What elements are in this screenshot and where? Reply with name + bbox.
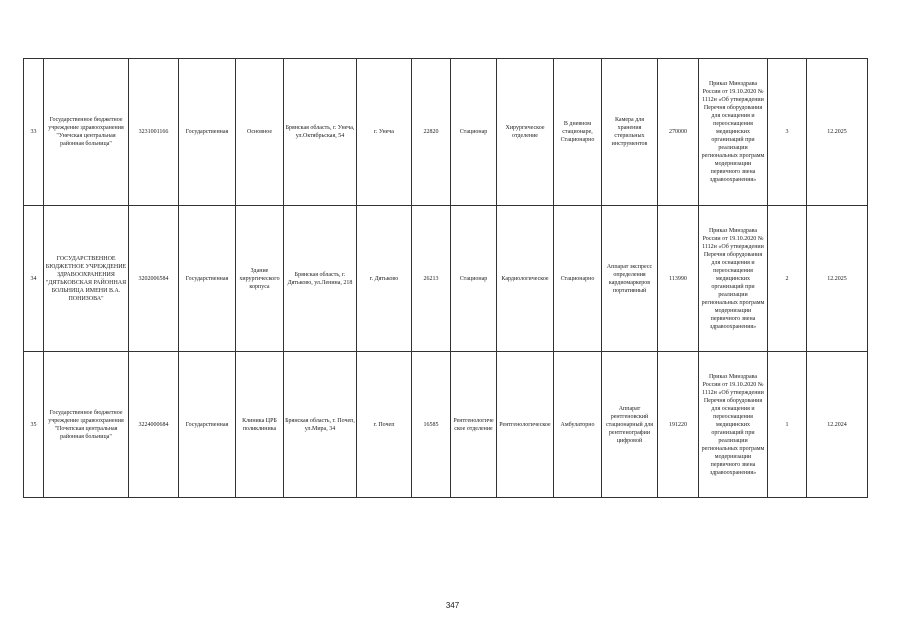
building-cell: Клиника ЦРБ поликлиника — [236, 352, 284, 498]
ownership-cell: Государственная — [179, 59, 236, 206]
quantity-cell: 2 — [768, 206, 807, 352]
quantity-cell: 3 — [768, 59, 807, 206]
date-cell: 12.2024 — [807, 352, 868, 498]
equipment-cell: Аппарат экспресс определения кардиомаркеров портативный — [602, 206, 658, 352]
population-cell: 22820 — [412, 59, 451, 206]
price-cell: 191220 — [658, 352, 699, 498]
date-cell: 12.2025 — [807, 59, 868, 206]
date-cell: 12.2025 — [807, 206, 868, 352]
equipment-cell: Камера для хранения стерильных инструментов — [602, 59, 658, 206]
population-cell: 16585 — [412, 352, 451, 498]
organization-cell: ГОСУДАРСТВЕННОЕ БЮДЖЕТНОЕ УЧРЕЖДЕНИЕ ЗДРАВООХРАНЕНИЯ "ДЯТЬКОВСКАЯ РАЙОННАЯ БОЛЬНИЦА ИМЕНИ В.А. ПОНИЗОВА" — [44, 206, 129, 352]
row-number-cell: 33 — [24, 59, 44, 206]
address-cell: Брянская область, г. Дятьково, ул.Ленина, 218 — [284, 206, 357, 352]
organization-cell: Государственное бюджетное учреждение здравоохранения "Почепская центральная районная больница" — [44, 352, 129, 498]
table-row — [24, 352, 868, 498]
inn-cell: 3224000684 — [129, 352, 179, 498]
ownership-cell: Государственная — [179, 206, 236, 352]
equipment-cell: Аппарат рентгеновский стационарный для рентгенографии цифровой — [602, 352, 658, 498]
table-row — [24, 206, 868, 352]
basis-cell: Приказ Минздрава России от 19.10.2020 № 1112н «Об утверждении Перечня оборудования для оснащения и переоснащения медицинских организаций при реализации региональных программ модернизации первичного звена здравоохранения» — [699, 206, 768, 352]
price-cell: 113990 — [658, 206, 699, 352]
care-type-cell: Стационар — [451, 59, 497, 206]
ownership-cell: Государственная — [179, 352, 236, 498]
unit-cell: Амбулаторно — [554, 352, 602, 498]
page-number: 347 — [445, 601, 460, 610]
care-type-cell: Рентгенологическое отделение — [451, 352, 497, 498]
department-cell: Рентгенологическое — [497, 352, 554, 498]
basis-cell: Приказ Минздрава России от 19.10.2020 № 1112н «Об утверждении Перечня оборудования для оснащения и переоснащения медицинских организаций при реализации региональных программ модернизации первичного звена здравоохранения» — [699, 352, 768, 498]
inn-cell: 3231001166 — [129, 59, 179, 206]
equipment-table — [23, 58, 868, 498]
unit-cell: Стационарно — [554, 206, 602, 352]
settlement-cell: г. Дятьково — [357, 206, 412, 352]
basis-cell: Приказ Минздрава России от 19.10.2020 № 1112н «Об утверждении Перечня оборудования для оснащения и переоснащения медицинских организаций при реализации региональных программ модернизации первичного звена здравоохранения» — [699, 59, 768, 206]
price-cell: 270000 — [658, 59, 699, 206]
address-cell: Брянская область, г. Почеп, ул.Мира, 34 — [284, 352, 357, 498]
settlement-cell: г. Унеча — [357, 59, 412, 206]
building-cell: Основное — [236, 59, 284, 206]
care-type-cell: Стационар — [451, 206, 497, 352]
inn-cell: 3202006584 — [129, 206, 179, 352]
table-row — [24, 59, 868, 206]
address-cell: Брянская область, г. Унеча, ул.Октябрьская, 54 — [284, 59, 357, 206]
settlement-cell: г. Почеп — [357, 352, 412, 498]
department-cell: Кардиологическое — [497, 206, 554, 352]
building-cell: Здание хирургического корпуса — [236, 206, 284, 352]
unit-cell: В дневном стационаре, Стационарно — [554, 59, 602, 206]
row-number-cell: 35 — [24, 352, 44, 498]
row-number-cell: 34 — [24, 206, 44, 352]
population-cell: 26213 — [412, 206, 451, 352]
quantity-cell: 1 — [768, 352, 807, 498]
department-cell: Хирургическое отделение — [497, 59, 554, 206]
organization-cell: Государственное бюджетное учреждение здравоохранения "Унечская центральная районная больница" — [44, 59, 129, 206]
